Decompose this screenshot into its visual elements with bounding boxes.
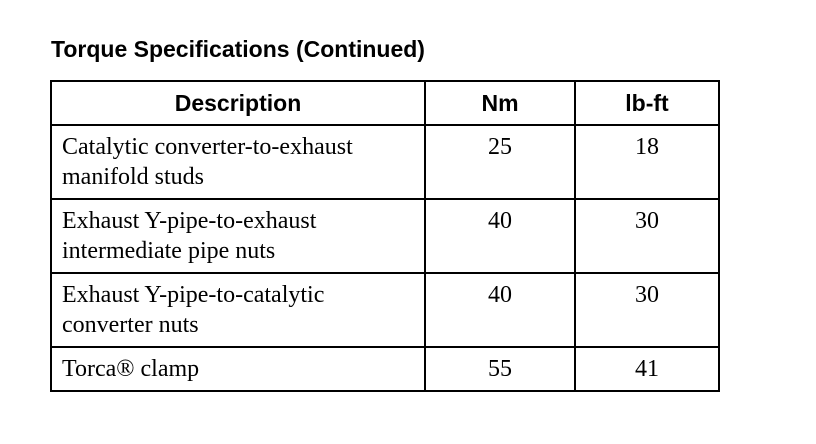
row-description (51, 125, 425, 199)
row-description-line: Exhaust Y-pipe-to-catalytic (62, 282, 325, 308)
row-description-line: converter nuts (62, 312, 199, 338)
row-nm-value: 40 (425, 199, 575, 273)
table-row (51, 347, 719, 391)
table-row (51, 125, 719, 199)
header-description: Description (51, 81, 425, 125)
row-description-line: intermediate pipe nuts (62, 238, 276, 264)
row-lbft-value: 30 (575, 273, 719, 347)
row-lbft-value: 41 (575, 347, 719, 391)
row-description (51, 273, 425, 347)
row-description-line: manifold studs (62, 164, 204, 190)
row-nm-value: 40 (425, 273, 575, 347)
table-row (51, 199, 719, 273)
row-description-line: Exhaust Y-pipe-to-exhaust (62, 208, 317, 234)
row-nm-value: 25 (425, 125, 575, 199)
row-description (51, 199, 425, 273)
row-description (51, 347, 425, 391)
row-description-line: Torca® clamp (62, 356, 200, 382)
torque-spec-table (50, 80, 720, 392)
header-lbft: lb-ft (575, 81, 719, 125)
row-lbft-value: 30 (575, 199, 719, 273)
table-header-row (51, 81, 719, 125)
table-row (51, 273, 719, 347)
header-nm: Nm (425, 81, 575, 125)
row-nm-value: 55 (425, 347, 575, 391)
page-title: Torque Specifications (Continued) (51, 36, 425, 62)
row-description-line: Catalytic converter-to-exhaust (62, 134, 353, 160)
row-lbft-value: 18 (575, 125, 719, 199)
